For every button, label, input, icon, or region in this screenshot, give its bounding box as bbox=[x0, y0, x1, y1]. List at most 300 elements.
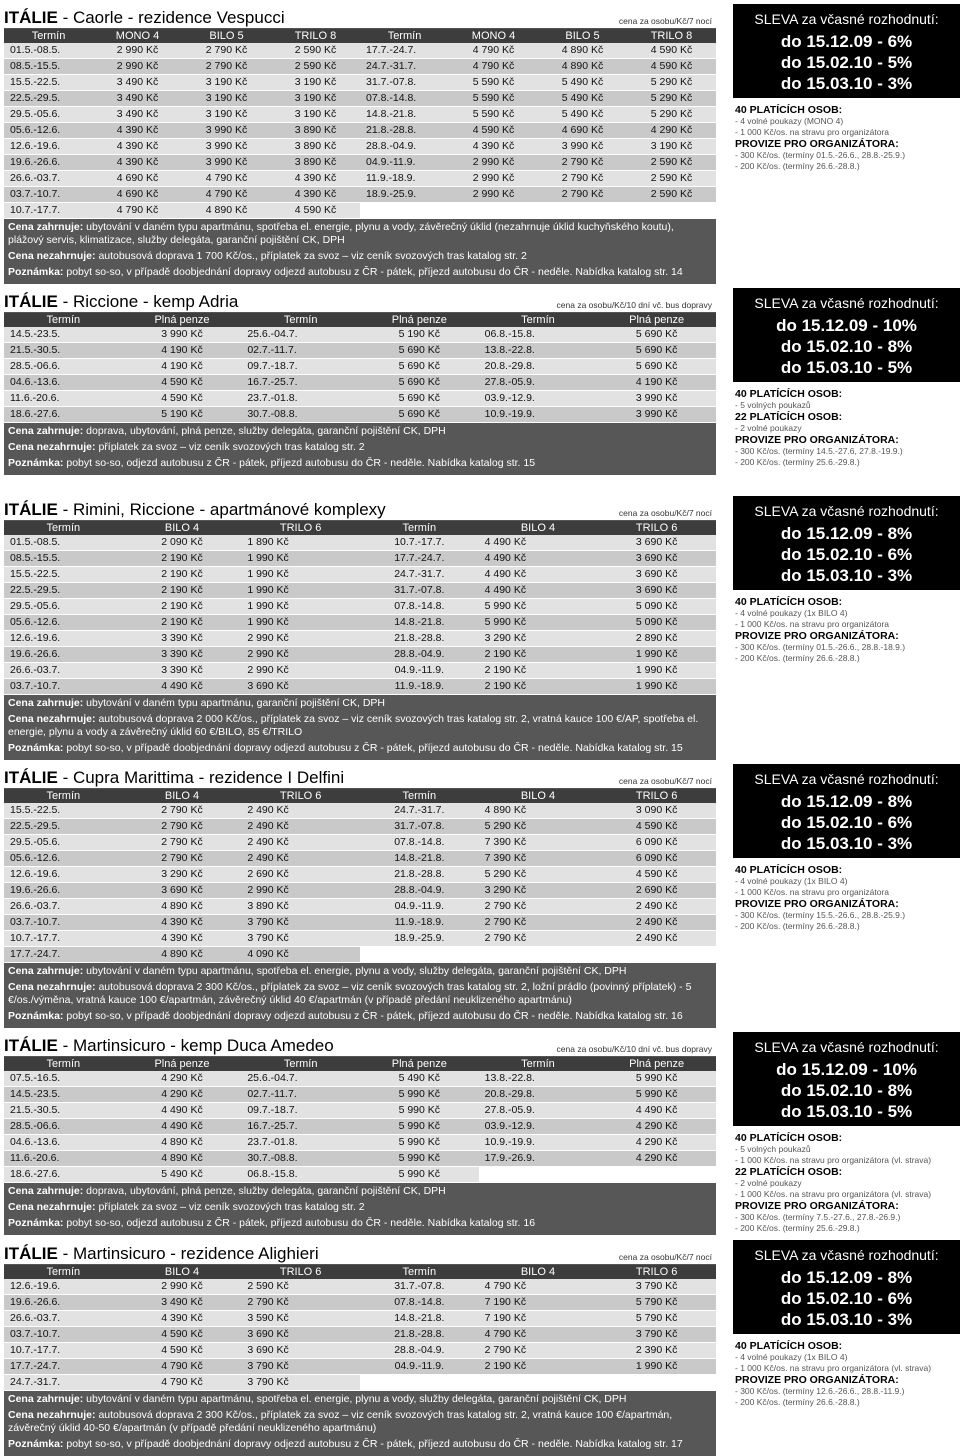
price-cell: 3 290 Kč bbox=[123, 867, 242, 883]
discount-box bbox=[733, 4, 960, 98]
term-cell: 14.8.-21.8. bbox=[360, 107, 449, 123]
term-cell: 7 190 Kč bbox=[479, 1295, 598, 1311]
info-line: - 4 volné poukazy (1x BILO 4) bbox=[735, 876, 848, 886]
term-cell: 3 790 Kč bbox=[241, 931, 360, 947]
term-cell: 4 890 Kč bbox=[479, 803, 598, 819]
note-text: pobyt so-so, v případě doobjednání dopravy odjezd autobusu z ČR - pátek, příjezd autobusu do ČR - neděle. Nabídka katalog str. 14 bbox=[63, 266, 683, 278]
term-cell: 5 290 Kč bbox=[479, 867, 598, 883]
column-header: Termín bbox=[360, 1265, 479, 1279]
price-cell: 3 090 Kč bbox=[597, 803, 716, 819]
table-row bbox=[4, 1119, 716, 1135]
info-line: - 200 Kč/os. (termíny 25.6.-29.8.) bbox=[735, 457, 860, 467]
price-cell: 4 390 Kč bbox=[271, 171, 360, 187]
price-cell: 4 590 Kč bbox=[627, 43, 716, 59]
note-label: Cena zahrnuje: bbox=[8, 697, 84, 709]
price-cell: 4 290 Kč bbox=[597, 1135, 716, 1151]
price-cell: 04.9.-11.9. bbox=[360, 899, 479, 915]
price-cell: 14.8.-21.8. bbox=[360, 851, 479, 867]
term-cell bbox=[360, 203, 449, 219]
section-header bbox=[4, 496, 716, 521]
price-cell: 1 990 Kč bbox=[597, 679, 716, 695]
note-text: ubytování v daném typu apartmánu, spotřeba el. energie, plynu a vody, závěrečný úklid (nezahrnuje úklid kuchyňského koutu), plážový servis, klimatizace, služby delegáta, garanční pojištění CK, DPH bbox=[8, 221, 674, 246]
term-cell: 1 990 Kč bbox=[241, 551, 360, 567]
table-row bbox=[4, 327, 716, 343]
price-cell bbox=[597, 1167, 716, 1183]
term-cell: 4 790 Kč bbox=[479, 1279, 598, 1295]
price-cell: 2 790 Kč bbox=[123, 819, 242, 835]
price-cell: 5 690 Kč bbox=[360, 375, 479, 391]
term-cell: 2 490 Kč bbox=[241, 835, 360, 851]
term-cell: 29.5.-05.6. bbox=[4, 107, 93, 123]
price-cell: 3 190 Kč bbox=[271, 91, 360, 107]
term-cell: 2 490 Kč bbox=[241, 803, 360, 819]
section-header bbox=[4, 1240, 716, 1265]
column-header: TRILO 6 bbox=[241, 1265, 360, 1279]
discount-line: do 15.12.09 - 8% bbox=[780, 1268, 913, 1287]
term-cell: 13.8.-22.8. bbox=[479, 1071, 598, 1087]
term-cell: 4 490 Kč bbox=[479, 583, 598, 599]
price-cell: 4 390 Kč bbox=[123, 931, 242, 947]
price-cell: 2 990 Kč bbox=[123, 1279, 242, 1295]
column-header: Plná penze bbox=[360, 313, 479, 327]
column-header: Termín bbox=[241, 313, 360, 327]
price-cell: 2 990 Kč bbox=[449, 155, 538, 171]
term-cell: 3 890 Kč bbox=[241, 899, 360, 915]
price-cell: 5 990 Kč bbox=[360, 1103, 479, 1119]
column-header: Plná penze bbox=[123, 1057, 242, 1071]
notes-box bbox=[4, 423, 716, 475]
price-cell: 5 690 Kč bbox=[597, 359, 716, 375]
price-cell: 4 890 Kč bbox=[123, 1151, 242, 1167]
price-cell: 2 590 Kč bbox=[271, 43, 360, 59]
discount-line: do 15.03.10 - 3% bbox=[780, 834, 913, 853]
price-cell: 31.7.-07.8. bbox=[360, 1279, 479, 1295]
price-cell: 5 090 Kč bbox=[597, 599, 716, 615]
discount-line: do 15.02.10 - 5% bbox=[780, 53, 913, 72]
note-label: Cena nezahrnuje: bbox=[8, 981, 96, 993]
price-cell: 5 990 Kč bbox=[360, 1087, 479, 1103]
section-header bbox=[4, 764, 716, 789]
price-cell: 3 690 Kč bbox=[597, 567, 716, 583]
price-note: cena za osobu/Kč/10 dní vč. bus dopravy bbox=[556, 300, 712, 310]
table-row bbox=[4, 551, 716, 567]
header-row bbox=[4, 29, 716, 43]
price-cell: 5 990 Kč bbox=[360, 1119, 479, 1135]
price-cell: 6 090 Kč bbox=[597, 851, 716, 867]
price-cell: 5 990 Kč bbox=[360, 1135, 479, 1151]
term-cell: 1 990 Kč bbox=[241, 583, 360, 599]
info-heading: 22 PLATÍCÍCH OSOB: bbox=[735, 411, 843, 423]
table-row bbox=[4, 631, 716, 647]
note-text: pobyt so-so, v případě doobjednání dopravy odjezd autobusu z ČR - pátek, příjezd autobusu do ČR - neděle. Nabídka katalog str. 16 bbox=[63, 1010, 683, 1022]
term-cell: 26.6.-03.7. bbox=[4, 663, 123, 679]
price-note: cena za osobu/Kč/7 nocí bbox=[618, 776, 712, 786]
price-cell: 3 490 Kč bbox=[93, 107, 182, 123]
price-cell: 2 190 Kč bbox=[123, 567, 242, 583]
price-cell: 1 990 Kč bbox=[597, 663, 716, 679]
price-cell: 3 190 Kč bbox=[182, 75, 271, 91]
price-cell: 5 490 Kč bbox=[538, 75, 627, 91]
header-row bbox=[4, 789, 716, 803]
term-cell: 10.7.-17.7. bbox=[4, 1343, 123, 1359]
price-cell: 4 890 Kč bbox=[538, 59, 627, 75]
price-cell: 3 490 Kč bbox=[123, 1295, 242, 1311]
price-cell: 2 990 Kč bbox=[93, 43, 182, 59]
table-row bbox=[4, 187, 716, 203]
term-cell: 30.7.-08.8. bbox=[241, 407, 360, 423]
term-cell: 2 490 Kč bbox=[241, 851, 360, 867]
note-label: Poznámka: bbox=[8, 1438, 64, 1450]
column-header: Termín bbox=[4, 29, 93, 43]
note-label: Poznámka: bbox=[8, 1217, 64, 1229]
term-cell: 2 190 Kč bbox=[479, 1359, 598, 1375]
price-cell: 4 190 Kč bbox=[123, 359, 242, 375]
term-cell: 11.6.-20.6. bbox=[4, 1151, 123, 1167]
price-cell: 3 790 Kč bbox=[597, 1279, 716, 1295]
discount-line: do 15.02.10 - 6% bbox=[780, 1289, 913, 1308]
term-cell: 01.5.-08.5. bbox=[4, 535, 123, 551]
discount-box bbox=[733, 1032, 960, 1126]
price-cell: 04.9.-11.9. bbox=[360, 1359, 479, 1375]
column-header: TRILO 6 bbox=[597, 1265, 716, 1279]
column-header: Termín bbox=[360, 521, 479, 535]
price-cell: 3 690 Kč bbox=[597, 535, 716, 551]
table-row bbox=[4, 599, 716, 615]
price-cell: 4 890 Kč bbox=[123, 899, 242, 915]
term-cell: 12.6.-19.6. bbox=[4, 631, 123, 647]
term-cell bbox=[479, 1167, 598, 1183]
term-cell: 27.8.-05.9. bbox=[479, 1103, 598, 1119]
term-cell: 12.6.-19.6. bbox=[4, 867, 123, 883]
price-cell: 2 590 Kč bbox=[627, 187, 716, 203]
price-cell: 2 990 Kč bbox=[449, 171, 538, 187]
info-heading: PROVIZE PRO ORGANIZÁTORA: bbox=[735, 1200, 899, 1212]
price-table bbox=[4, 521, 716, 695]
price-cell: 2 390 Kč bbox=[597, 1343, 716, 1359]
column-header: Termín bbox=[360, 789, 479, 803]
table-row bbox=[4, 1167, 716, 1183]
term-cell: 19.6.-26.6. bbox=[4, 647, 123, 663]
price-cell: 07.8.-14.8. bbox=[360, 599, 479, 615]
info-line: - 200 Kč/os. (termíny 26.6.-28.8.) bbox=[735, 653, 860, 663]
term-cell: 4 090 Kč bbox=[241, 947, 360, 963]
price-cell: 2 990 Kč bbox=[93, 59, 182, 75]
term-cell: 24.7.-31.7. bbox=[360, 59, 449, 75]
note-label: Poznámka: bbox=[8, 1010, 64, 1022]
discount-line: do 15.03.10 - 3% bbox=[780, 74, 913, 93]
table-row bbox=[4, 343, 716, 359]
term-cell: 1 990 Kč bbox=[241, 567, 360, 583]
price-cell: 4 190 Kč bbox=[123, 343, 242, 359]
term-cell: 10.7.-17.7. bbox=[4, 203, 93, 219]
table-row bbox=[4, 899, 716, 915]
price-cell: 5 190 Kč bbox=[123, 407, 242, 423]
info-heading: 40 PLATÍCÍCH OSOB: bbox=[735, 104, 843, 116]
price-cell: 28.8.-04.9. bbox=[360, 1343, 479, 1359]
term-cell: 22.5.-29.5. bbox=[4, 91, 93, 107]
term-cell: 21.8.-28.8. bbox=[360, 123, 449, 139]
term-cell: 3 290 Kč bbox=[479, 883, 598, 899]
price-cell: 4 290 Kč bbox=[627, 123, 716, 139]
price-cell: 2 890 Kč bbox=[597, 631, 716, 647]
price-cell: 3 990 Kč bbox=[538, 139, 627, 155]
note-line bbox=[8, 697, 712, 710]
price-cell: 4 690 Kč bbox=[93, 171, 182, 187]
info-line: - 200 Kč/os. (termíny 25.6.-29.8.) bbox=[735, 1223, 860, 1233]
price-cell: 3 890 Kč bbox=[271, 155, 360, 171]
price-cell: 4 790 Kč bbox=[449, 43, 538, 59]
info-line: - 300 Kč/os. (termíny 7.5.-27.6., 27.8.-26.9.) bbox=[735, 1212, 901, 1222]
price-cell: 4 590 Kč bbox=[123, 375, 242, 391]
table-row bbox=[4, 155, 716, 171]
price-cell: 5 990 Kč bbox=[597, 1087, 716, 1103]
term-cell: 23.7.-01.8. bbox=[241, 391, 360, 407]
info-line: - 2 volné poukazy bbox=[735, 423, 802, 433]
term-cell: 05.6.-12.6. bbox=[4, 851, 123, 867]
term-cell: 31.7.-07.8. bbox=[360, 75, 449, 91]
organizer-info bbox=[733, 1334, 960, 1408]
term-cell: 2 990 Kč bbox=[241, 647, 360, 663]
term-cell: 7 390 Kč bbox=[479, 835, 598, 851]
info-heading: PROVIZE PRO ORGANIZÁTORA: bbox=[735, 1374, 899, 1386]
term-cell: 2 590 Kč bbox=[241, 1279, 360, 1295]
price-cell: 4 790 Kč bbox=[182, 187, 271, 203]
info-heading: PROVIZE PRO ORGANIZÁTORA: bbox=[735, 630, 899, 642]
price-cell: 28.8.-04.9. bbox=[360, 883, 479, 899]
price-cell: 4 590 Kč bbox=[597, 819, 716, 835]
column-header: Termín bbox=[479, 1057, 598, 1071]
table-row bbox=[4, 1343, 716, 1359]
note-label: Cena zahrnuje: bbox=[8, 965, 84, 977]
price-cell: 4 290 Kč bbox=[123, 1071, 242, 1087]
term-cell: 07.8.-14.8. bbox=[360, 91, 449, 107]
discount-title: SLEVA za včasné rozhodnutí: bbox=[754, 771, 939, 787]
term-cell: 21.5.-30.5. bbox=[4, 1103, 123, 1119]
price-cell: 24.7.-31.7. bbox=[360, 567, 479, 583]
note-line bbox=[8, 425, 712, 438]
discount-line: do 15.12.09 - 10% bbox=[776, 316, 917, 335]
term-cell: 2 790 Kč bbox=[479, 931, 598, 947]
price-cell: 3 990 Kč bbox=[123, 327, 242, 343]
price-cell: 5 690 Kč bbox=[360, 391, 479, 407]
term-cell: 14.5.-23.5. bbox=[4, 1087, 123, 1103]
info-line: - 200 Kč/os. (termíny 26.6.-28.8.) bbox=[735, 921, 860, 931]
column-header: TRILO 6 bbox=[241, 521, 360, 535]
price-cell bbox=[627, 203, 716, 219]
price-note: cena za osobu/Kč/7 nocí bbox=[618, 1252, 712, 1262]
price-cell: 3 890 Kč bbox=[271, 123, 360, 139]
note-line bbox=[8, 1201, 712, 1214]
note-line bbox=[8, 742, 712, 755]
price-cell: 4 290 Kč bbox=[123, 1087, 242, 1103]
term-cell: 09.7.-18.7. bbox=[241, 359, 360, 375]
term-cell bbox=[479, 947, 598, 963]
table-row bbox=[4, 203, 716, 219]
term-cell: 26.6.-03.7. bbox=[4, 899, 123, 915]
term-cell: 25.6.-04.7. bbox=[241, 1071, 360, 1087]
price-cell: 2 190 Kč bbox=[123, 599, 242, 615]
term-cell: 22.5.-29.5. bbox=[4, 583, 123, 599]
note-label: Cena zahrnuje: bbox=[8, 1185, 84, 1197]
price-cell: 21.8.-28.8. bbox=[360, 631, 479, 647]
term-cell: 15.5.-22.5. bbox=[4, 567, 123, 583]
term-cell: 2 690 Kč bbox=[241, 867, 360, 883]
info-line: - 5 volných poukazů bbox=[735, 1144, 811, 1154]
section-title: ITÁLIE - Cupra Marittima - rezidence I Delfini bbox=[4, 768, 345, 787]
column-header: Termín bbox=[4, 789, 123, 803]
table-row bbox=[4, 931, 716, 947]
note-label: Poznámka: bbox=[8, 742, 64, 754]
price-cell: 5 090 Kč bbox=[597, 615, 716, 631]
term-cell: 05.6.-12.6. bbox=[4, 615, 123, 631]
term-cell: 06.8.-15.8. bbox=[241, 1167, 360, 1183]
info-line: - 1 000 Kč/os. na stravu pro organizátora (vl. strava) bbox=[735, 1363, 932, 1373]
term-cell: 13.8.-22.8. bbox=[479, 343, 598, 359]
price-cell: 2 090 Kč bbox=[123, 535, 242, 551]
price-cell: 2 590 Kč bbox=[627, 171, 716, 187]
term-cell: 18.6.-27.6. bbox=[4, 1167, 123, 1183]
table-row bbox=[4, 647, 716, 663]
note-text: pobyt so-so, v případě doobjednání dopravy odjezd autobusu z ČR - pátek, příjezd autobusu do ČR - neděle. Nabídka katalog str. 17 bbox=[63, 1438, 683, 1450]
info-line: - 1 000 Kč/os. na stravu pro organizátora bbox=[735, 619, 890, 629]
term-cell: 30.7.-08.8. bbox=[241, 1151, 360, 1167]
price-cell: 2 790 Kč bbox=[538, 187, 627, 203]
price-cell: 2 790 Kč bbox=[123, 835, 242, 851]
price-cell: 4 790 Kč bbox=[449, 59, 538, 75]
price-note: cena za osobu/Kč/7 nocí bbox=[618, 508, 712, 518]
price-cell: 3 490 Kč bbox=[93, 75, 182, 91]
price-cell: 3 190 Kč bbox=[182, 91, 271, 107]
table-row bbox=[4, 59, 716, 75]
term-cell: 3 290 Kč bbox=[479, 631, 598, 647]
price-cell: 5 690 Kč bbox=[360, 343, 479, 359]
term-cell: 3 690 Kč bbox=[241, 679, 360, 695]
price-cell: 5 690 Kč bbox=[360, 407, 479, 423]
organizer-info bbox=[733, 382, 960, 468]
term-cell: 26.6.-03.7. bbox=[4, 1311, 123, 1327]
term-cell: 28.8.-04.9. bbox=[360, 139, 449, 155]
term-cell: 20.8.-29.8. bbox=[479, 359, 598, 375]
term-cell: 23.7.-01.8. bbox=[241, 1135, 360, 1151]
price-cell: 5 790 Kč bbox=[597, 1295, 716, 1311]
discount-title: SLEVA za včasné rozhodnutí: bbox=[754, 1039, 939, 1055]
term-cell: 27.8.-05.9. bbox=[479, 375, 598, 391]
info-line: - 300 Kč/os. (termíny 01.5.-26.6., 28.8.-18.9.) bbox=[735, 642, 906, 652]
price-cell: 4 590 Kč bbox=[271, 203, 360, 219]
discount-line: do 15.12.09 - 6% bbox=[780, 32, 913, 51]
column-header: BILO 5 bbox=[182, 29, 271, 43]
term-cell: 2 990 Kč bbox=[241, 663, 360, 679]
table-row bbox=[4, 819, 716, 835]
price-cell: 3 490 Kč bbox=[93, 91, 182, 107]
note-label: Cena nezahrnuje: bbox=[8, 250, 96, 262]
table-row bbox=[4, 1295, 716, 1311]
term-cell: 2 790 Kč bbox=[479, 915, 598, 931]
price-cell: 31.7.-07.8. bbox=[360, 583, 479, 599]
table-row bbox=[4, 375, 716, 391]
term-cell: 2 190 Kč bbox=[479, 663, 598, 679]
info-line: - 4 volné poukazy (1x BILO 4) bbox=[735, 1352, 848, 1362]
table-row bbox=[4, 803, 716, 819]
discount-line: do 15.12.09 - 10% bbox=[776, 1060, 917, 1079]
note-label: Cena nezahrnuje: bbox=[8, 441, 96, 453]
note-line bbox=[8, 713, 712, 739]
note-line bbox=[8, 965, 712, 978]
note-line bbox=[8, 1010, 712, 1023]
term-cell: 03.7.-10.7. bbox=[4, 915, 123, 931]
price-cell: 2 590 Kč bbox=[627, 155, 716, 171]
term-cell: 4 490 Kč bbox=[479, 535, 598, 551]
price-cell: 24.7.-31.7. bbox=[360, 803, 479, 819]
info-line: - 2 volné poukazy bbox=[735, 1178, 802, 1188]
price-cell: 3 690 Kč bbox=[597, 583, 716, 599]
price-cell: 4 490 Kč bbox=[123, 679, 242, 695]
price-note: cena za osobu/Kč/10 dní vč. bus dopravy bbox=[556, 1044, 712, 1054]
term-cell: 3 790 Kč bbox=[241, 915, 360, 931]
price-cell: 3 390 Kč bbox=[123, 647, 242, 663]
term-cell: 2 190 Kč bbox=[479, 679, 598, 695]
table-row bbox=[4, 139, 716, 155]
term-cell: 17.9.-26.9. bbox=[479, 1151, 598, 1167]
notes-box bbox=[4, 219, 716, 284]
note-label: Cena zahrnuje: bbox=[8, 425, 84, 437]
term-cell: 21.5.-30.5. bbox=[4, 343, 123, 359]
term-cell: 7 190 Kč bbox=[479, 1311, 598, 1327]
price-cell: 4 790 Kč bbox=[123, 1359, 242, 1375]
price-cell: 2 490 Kč bbox=[597, 899, 716, 915]
price-cell: 14.8.-21.8. bbox=[360, 1311, 479, 1327]
term-cell: 2 990 Kč bbox=[241, 883, 360, 899]
price-cell: 1 990 Kč bbox=[597, 647, 716, 663]
price-cell: 3 190 Kč bbox=[271, 75, 360, 91]
price-cell: 5 290 Kč bbox=[627, 107, 716, 123]
term-cell: 2 790 Kč bbox=[479, 899, 598, 915]
term-cell: 28.5.-06.6. bbox=[4, 359, 123, 375]
organizer-info bbox=[733, 590, 960, 664]
discount-line: do 15.12.09 - 8% bbox=[780, 792, 913, 811]
info-heading: 40 PLATÍCÍCH OSOB: bbox=[735, 1340, 843, 1352]
notes-box bbox=[4, 963, 716, 1028]
table-row bbox=[4, 123, 716, 139]
note-text: autobusová doprava 2 300 Kč/os., příplatek za svoz – viz ceník svozových tras katalog str. 2, vratná kauce 100 €/apartmán, závěrečný úklid 40-50 €/apartmán (v případě předání neuklizeného apartmánu) bbox=[8, 1409, 673, 1434]
price-cell: 2 490 Kč bbox=[597, 915, 716, 931]
table-row bbox=[4, 883, 716, 899]
discount-box bbox=[733, 764, 960, 858]
table-row bbox=[4, 1359, 716, 1375]
column-header: Termín bbox=[4, 1057, 123, 1071]
price-cell: 5 990 Kč bbox=[597, 1071, 716, 1087]
price-cell: 5 590 Kč bbox=[449, 91, 538, 107]
info-line: - 300 Kč/os. (termíny 15.5.-26.6., 28.8.-25.9.) bbox=[735, 910, 906, 920]
price-cell: 11.9.-18.9. bbox=[360, 915, 479, 931]
price-cell: 5 590 Kč bbox=[449, 75, 538, 91]
price-table bbox=[4, 789, 716, 963]
info-line: - 300 Kč/os. (termíny 12.6.-26.6., 28.8.-11.9.) bbox=[735, 1386, 905, 1396]
column-header: BILO 4 bbox=[123, 521, 242, 535]
note-text: příplatek za svoz – viz ceník svozových tras katalog str. 2 bbox=[95, 1201, 365, 1213]
price-cell: 31.7.-07.8. bbox=[360, 819, 479, 835]
table-row bbox=[4, 1311, 716, 1327]
term-cell: 17.7.-24.7. bbox=[4, 947, 123, 963]
discount-title: SLEVA za včasné rozhodnutí: bbox=[754, 11, 939, 27]
discount-title: SLEVA za včasné rozhodnutí: bbox=[754, 503, 939, 519]
column-header: BILO 4 bbox=[479, 1265, 598, 1279]
term-cell: 4 490 Kč bbox=[479, 551, 598, 567]
price-cell: 5 290 Kč bbox=[627, 91, 716, 107]
organizer-info bbox=[733, 98, 960, 172]
column-header: Plná penze bbox=[597, 1057, 716, 1071]
note-text: ubytování v daném typu apartmánu, spotřeba el. energie, plynu a vody, služby delegáta, garanční pojištění CK, DPH bbox=[83, 965, 627, 977]
